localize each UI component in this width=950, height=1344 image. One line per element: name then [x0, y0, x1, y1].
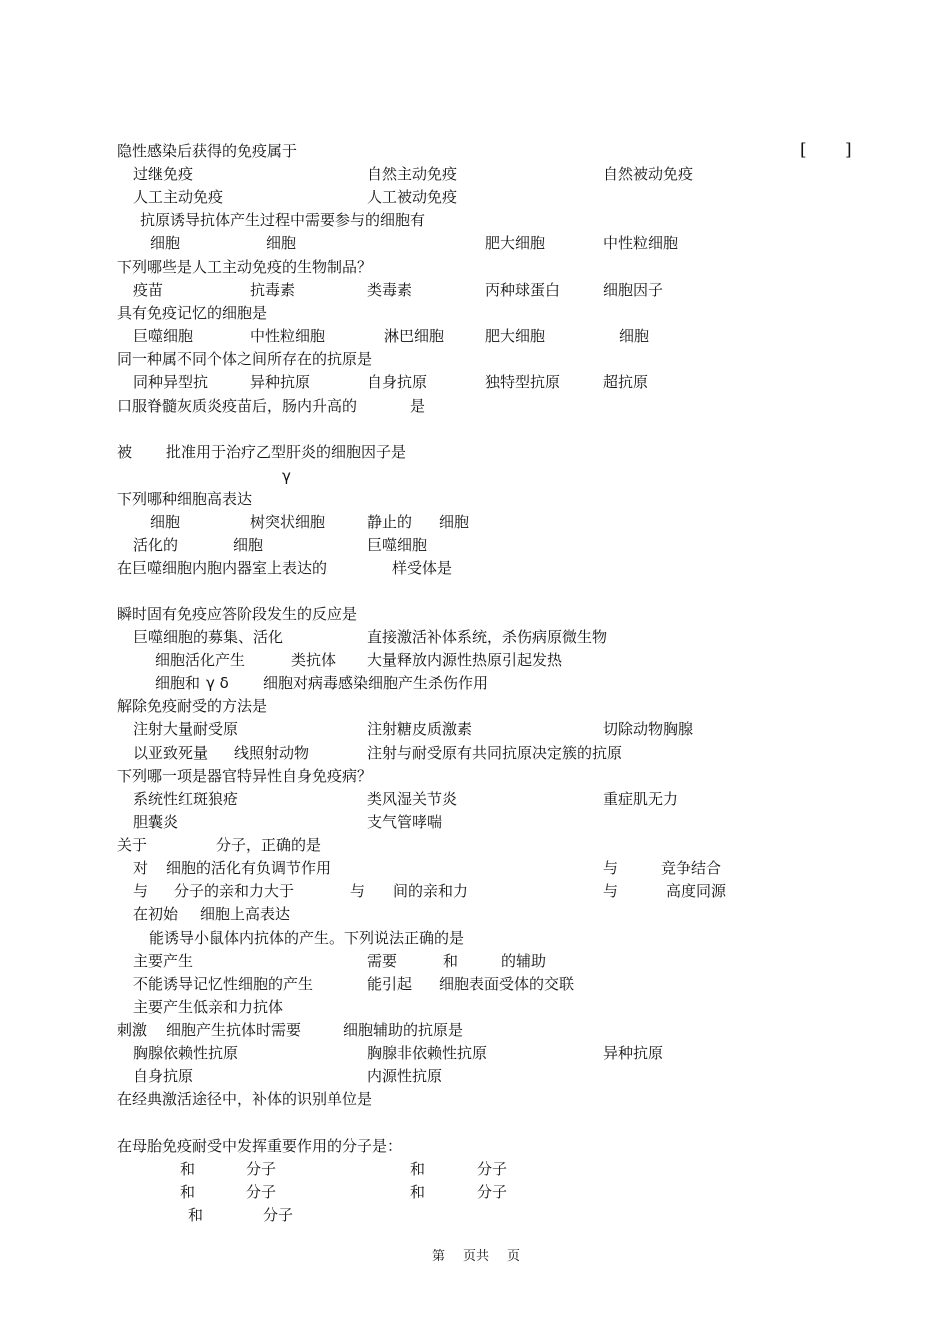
- q13-option-e-part1: 在初始: [133, 905, 179, 923]
- q5-stem: 同一种属不同个体之间所存在的抗原是: [117, 350, 373, 368]
- q4-option-b: 中性粒细胞: [250, 327, 326, 345]
- q6-stem-part1: 口服脊髓灰质炎疫苗后，肠内升高的: [117, 397, 358, 415]
- q17-option-c-molecule: 分子: [246, 1183, 277, 1201]
- q11-option-c: 切除动物胸腺: [603, 720, 694, 738]
- q13-option-d-part2: 高度同源: [666, 882, 727, 900]
- q15-option-e: 内源性抗原: [367, 1067, 443, 1085]
- q1-option-c: 自然被动免疫: [603, 165, 694, 183]
- q8-stem: 下列哪种细胞高表达: [117, 490, 253, 508]
- q14-option-b-part3: 的辅助: [501, 952, 547, 970]
- q11-option-a: 注射大量耐受原: [133, 720, 239, 738]
- q16-stem: 在经典激活途径中，补体的识别单位是: [117, 1090, 373, 1108]
- q5-option-b: 异种抗原: [250, 373, 311, 391]
- q12-option-a: 系统性红斑狼疮: [133, 790, 239, 808]
- q15-option-b: 胸腺非依赖性抗原: [367, 1044, 488, 1062]
- q12-option-e: 支气管哮喘: [367, 813, 443, 831]
- q17-option-e-and: 和: [188, 1206, 204, 1224]
- q13-option-c-part4: 间的亲和力: [393, 882, 469, 900]
- q14-option-e: 主要产生低亲和力抗体: [133, 998, 284, 1016]
- q8-option-e: 细胞: [233, 536, 264, 554]
- q12-option-c: 重症肌无力: [603, 790, 679, 808]
- q1-stem: 隐性感染后获得的免疫属于: [117, 142, 298, 160]
- q10-option-b: 直接激活补体系统，杀伤病原微生物: [367, 628, 608, 646]
- q13-option-b-part2: 竞争结合: [661, 859, 722, 877]
- q12-option-b: 类风湿关节炎: [367, 790, 458, 808]
- q4-option-d: 肥大细胞: [485, 327, 546, 345]
- q10-option-c: 细胞活化产生: [155, 651, 246, 669]
- q13-option-c-part2: 分子的亲和力大于: [174, 882, 295, 900]
- q3-stem: 下列哪些是人工主动免疫的生物制品？: [117, 258, 373, 276]
- q13-option-b-part1: 与: [603, 859, 619, 877]
- q17-option-b-and: 和: [410, 1160, 426, 1178]
- q10-option-e: 大量释放内源性热原引起发热: [367, 651, 563, 669]
- q14-stem: 能诱导小鼠体内抗体的产生。下列说法正确的是: [149, 929, 465, 947]
- q11-stem: 解除免疫耐受的方法是: [117, 697, 268, 715]
- q10-option-f-part2: 细胞对病毒感染细胞产生杀伤作用: [263, 674, 489, 692]
- q9-stem-part2: 样受体是: [392, 559, 453, 577]
- q2-option-d: 中性粒细胞: [603, 234, 679, 252]
- q13-option-c-part1: 与: [133, 882, 149, 900]
- q12-option-d: 胆囊炎: [133, 813, 179, 831]
- q11-option-d-part2: 线照射动物: [234, 744, 310, 762]
- q4-stem: 具有免疫记忆的细胞是: [117, 304, 268, 322]
- q1-answer-bracket-open: [: [800, 140, 807, 160]
- q17-option-c-and: 和: [180, 1183, 196, 1201]
- q1-option-b: 自然主动免疫: [367, 165, 458, 183]
- q15-option-d: 自身抗原: [133, 1067, 194, 1085]
- q13-option-d-part1: 与: [603, 882, 619, 900]
- q1-option-a: 过继免疫: [133, 165, 194, 183]
- q14-option-a: 主要产生: [133, 952, 194, 970]
- q15-stem-part2: 细胞产生抗体时需要: [166, 1021, 302, 1039]
- q6-stem-part2: 是: [410, 397, 426, 415]
- q15-stem-part3: 细胞辅助的抗原是: [343, 1021, 464, 1039]
- q8-option-f: 巨噬细胞: [367, 536, 428, 554]
- q4-option-c: 淋巴细胞: [384, 327, 445, 345]
- q7-stem-part1: 被: [117, 443, 133, 461]
- q8-option-b: 树突状细胞: [250, 513, 326, 531]
- q11-option-e: 注射与耐受原有共同抗原决定簇的抗原: [367, 744, 623, 762]
- q17-option-d-molecule: 分子: [477, 1183, 508, 1201]
- footer-page-suffix: 页: [507, 1249, 521, 1264]
- q15-stem-part1: 刺激: [117, 1021, 148, 1039]
- q15-option-a: 胸腺依赖性抗原: [133, 1044, 239, 1062]
- q7-stem-part2: 批准用于治疗乙型肝炎的细胞因子是: [166, 443, 407, 461]
- q17-option-a-molecule: 分子: [246, 1160, 277, 1178]
- q17-option-e-molecule: 分子: [263, 1206, 294, 1224]
- q14-option-d-part1: 能引起: [367, 975, 413, 993]
- q17-stem: 在母胎免疫耐受中发挥重要作用的分子是：: [117, 1137, 403, 1155]
- q13-option-c-part3: 与: [350, 882, 366, 900]
- q10-option-f-part1: 细胞和: [155, 674, 201, 692]
- q10-option-a: 巨噬细胞的募集、活化: [133, 628, 284, 646]
- q1-option-d: 人工主动免疫: [133, 188, 224, 206]
- q14-option-b-part2: 和: [443, 952, 459, 970]
- q13-stem-part2: 分子，正确的是: [216, 836, 322, 854]
- q9-stem-part1: 在巨噬细胞内胞内器室上表达的: [117, 559, 328, 577]
- q8-option-d: 活化的: [133, 536, 179, 554]
- q8-option-c-part2: 细胞: [439, 513, 470, 531]
- q8-option-c-part1: 静止的: [367, 513, 413, 531]
- q13-option-e-part2: 细胞上高表达: [200, 905, 291, 923]
- q3-option-e: 细胞因子: [603, 281, 664, 299]
- q7-gamma-symbol: γ: [282, 467, 291, 485]
- footer-page-prefix: 第: [432, 1249, 446, 1264]
- q5-option-a: 同种异型抗: [133, 373, 209, 391]
- q2-option-c: 肥大细胞: [485, 234, 546, 252]
- q13-stem-part1: 关于: [117, 836, 148, 854]
- q4-option-e: 细胞: [619, 327, 650, 345]
- q11-option-b: 注射糖皮质激素: [367, 720, 473, 738]
- q12-stem: 下列哪一项是器官特异性自身免疫病？: [117, 767, 373, 785]
- q10-gamma-delta-symbol: γ δ: [206, 674, 229, 692]
- q3-option-b: 抗毒素: [250, 281, 296, 299]
- q17-option-a-and: 和: [180, 1160, 196, 1178]
- q2-stem: 抗原诱导抗体产生过程中需要参与的细胞有: [140, 211, 426, 229]
- q17-option-d-and: 和: [410, 1183, 426, 1201]
- q14-option-c: 不能诱导记忆性细胞的产生: [133, 975, 314, 993]
- q17-option-b-molecule: 分子: [477, 1160, 508, 1178]
- q3-option-d: 丙种球蛋白: [485, 281, 561, 299]
- q4-option-a: 巨噬细胞: [133, 327, 194, 345]
- q2-option-b: 细胞: [266, 234, 297, 252]
- q5-option-c: 自身抗原: [367, 373, 428, 391]
- q1-answer-bracket-close: ]: [845, 140, 852, 160]
- q3-option-c: 类毒素: [367, 281, 413, 299]
- q13-option-a-part2: 细胞的活化有负调节作用: [166, 859, 332, 877]
- q10-option-d: 类抗体: [291, 651, 337, 669]
- q14-option-d-part2: 细胞表面受体的交联: [439, 975, 575, 993]
- q15-option-c: 异种抗原: [603, 1044, 664, 1062]
- q14-option-b-part1: 需要: [367, 952, 398, 970]
- q8-option-a: 细胞: [150, 513, 181, 531]
- q5-option-d: 独特型抗原: [485, 373, 561, 391]
- q2-option-a: 细胞: [150, 234, 181, 252]
- footer-page-of: 页共: [463, 1249, 490, 1264]
- q11-option-d-part1: 以亚致死量: [133, 744, 209, 762]
- q13-option-a-part1: 对: [133, 859, 149, 877]
- q5-option-e: 超抗原: [603, 373, 649, 391]
- q10-stem: 瞬时固有免疫应答阶段发生的反应是: [117, 605, 358, 623]
- q3-option-a: 疫苗: [133, 281, 164, 299]
- q1-option-e: 人工被动免疫: [367, 188, 458, 206]
